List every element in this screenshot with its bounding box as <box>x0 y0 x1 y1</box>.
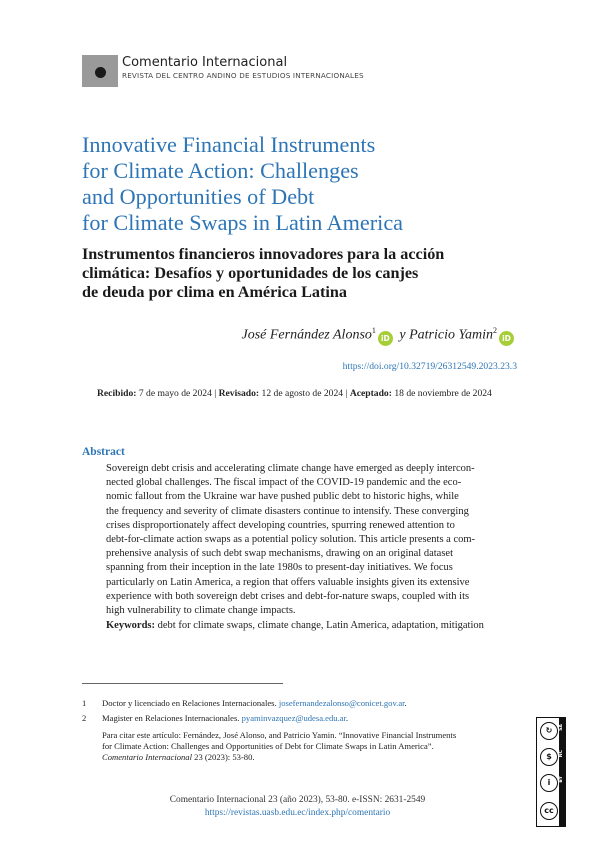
orcid-icon[interactable]: iD <box>378 331 393 346</box>
citation <box>102 730 456 763</box>
sa-label: SA <box>559 724 564 731</box>
citation-line: for Climate Action: Challenges and Opportunities of Debt for Climate Swaps in Latin America”. <box>102 741 434 751</box>
author-1-footnote-ref[interactable]: 1 <box>371 326 376 335</box>
subtitle-line: climática: Desafíos y oportunidades de los canjes <box>82 264 419 282</box>
orcid-icon[interactable]: iD <box>499 331 514 346</box>
sa-icon: ↻ <box>540 722 558 740</box>
footnote-email-link[interactable]: pyaminvazquez@udesa.edu.ar <box>241 713 346 723</box>
footnote-1 <box>82 698 407 709</box>
footnote-email-link[interactable]: josefernandezalonso@conicet.gov.ar <box>278 698 405 708</box>
footnote-text: Magister en Relaciones Internacionales. <box>102 713 240 723</box>
journal-name: Comentario Internacional <box>122 55 288 70</box>
received-label: Recibido: <box>97 388 137 399</box>
citation-journal: Comentario Internacional <box>102 752 192 762</box>
citation-line <box>102 752 456 763</box>
abstract-line: high vulnerability to climate change impacts. <box>106 605 296 617</box>
date-separator: | <box>345 388 348 399</box>
author-2: Patricio Yamin <box>409 327 493 343</box>
by-icon: i <box>540 774 558 792</box>
title-line: and Opportunities of Debt <box>82 184 315 209</box>
journal-subtitle: REVISTA DEL CENTRO ANDINO DE ESTUDIOS INTERNACIONALES <box>122 71 364 80</box>
by-label: BY <box>559 776 564 783</box>
footnote-end: . <box>404 698 407 708</box>
article-subtitle <box>82 245 522 302</box>
keywords-label: Keywords: <box>106 620 155 631</box>
abstract-line: nected global challenges. The fiscal impact of the COVID-19 pandemic and the eco- <box>106 477 462 489</box>
revised-label: Revisado: <box>218 388 260 399</box>
footnote-2 <box>82 713 348 724</box>
author-1: José Fernández Alonso <box>241 327 372 343</box>
abstract-line: nomic fallout from the Ukraine war have pushed public debt to historic highs, while <box>106 491 459 503</box>
doi-link[interactable]: https://doi.org/10.32719/26312549.2023.23.3 <box>342 361 517 372</box>
cc-icon: cc <box>540 802 558 820</box>
nc-icon: $ <box>540 748 558 766</box>
logo-dot-icon <box>95 67 106 78</box>
abstract-line: particularly on Latin America, a region that offers valuable insights given its extensive <box>106 576 470 588</box>
footnote-divider <box>82 683 283 684</box>
abstract-body <box>106 462 524 618</box>
accepted-date: 18 de noviembre de 2024 <box>394 388 492 399</box>
journal-logo <box>82 55 118 87</box>
accepted-label: Aceptado: <box>349 388 392 399</box>
title-line: for Climate Swaps in Latin America <box>82 210 404 235</box>
citation-line: Para citar este artículo: Fernández, José Alonso, and Patricio Yamin. “Innovative Financial Instruments <box>102 730 457 740</box>
author-conjunction: y <box>399 327 406 343</box>
abstract-line: crises disproportionately affect developing countries, spurring renewed attention to <box>106 519 455 531</box>
keywords-list: debt for climate swaps, climate change, Latin America, adaptation, mitigation <box>157 620 484 631</box>
abstract-line: prehensive analysis of such debt swap mechanisms, drawing on an original dataset <box>106 548 453 560</box>
footer-url-link[interactable]: https://revistas.uasb.edu.ec/index.php/comentario <box>204 808 391 818</box>
article-title <box>82 132 522 236</box>
title-line: Innovative Financial Instruments <box>82 132 376 157</box>
article-dates <box>97 388 492 399</box>
citation-volume: 23 (2023): 53-80. <box>194 752 255 762</box>
nc-label: NC <box>559 750 564 758</box>
subtitle-line: Instrumentos financieros innovadores para la acción <box>82 245 445 263</box>
footnote-end: . <box>345 713 349 723</box>
abstract-line: the frequency and severity of climate disasters continue to intensify. These converging <box>106 505 469 517</box>
subtitle-line: de deuda por clima en América Latina <box>82 283 347 301</box>
abstract-line: experience with both sovereign debt crises and debt-for-nature swaps, coupled with its <box>106 590 470 602</box>
date-separator: | <box>214 388 217 399</box>
revised-date: 12 de agosto de 2024 <box>261 388 344 399</box>
abstract-line: spanning from their inception in the late 1980s to present-day initiatives. We focus <box>106 562 453 574</box>
received-date: 7 de mayo de 2024 <box>138 388 212 399</box>
authors <box>242 326 518 346</box>
author-2-footnote-ref[interactable]: 2 <box>493 326 497 335</box>
footnote-text: Doctor y licenciado en Relaciones Internacionales. <box>102 698 277 708</box>
footer-citation: Comentario Internacional 23 (año 2023), 53-80. e-ISSN: 2631-2549 <box>169 795 426 805</box>
abstract-line: debt-for-climate action swaps as a potential policy solution. This article presents a com- <box>106 534 476 546</box>
title-line: for Climate Action: Challenges <box>82 158 359 183</box>
abstract-heading: Abstract <box>82 446 125 458</box>
abstract-line: Sovereign debt crisis and accelerating climate change have emerged as deeply intercon- <box>106 463 475 474</box>
keywords <box>106 620 484 631</box>
footnote-number: 1 <box>82 698 87 708</box>
footnote-number: 2 <box>82 713 87 723</box>
